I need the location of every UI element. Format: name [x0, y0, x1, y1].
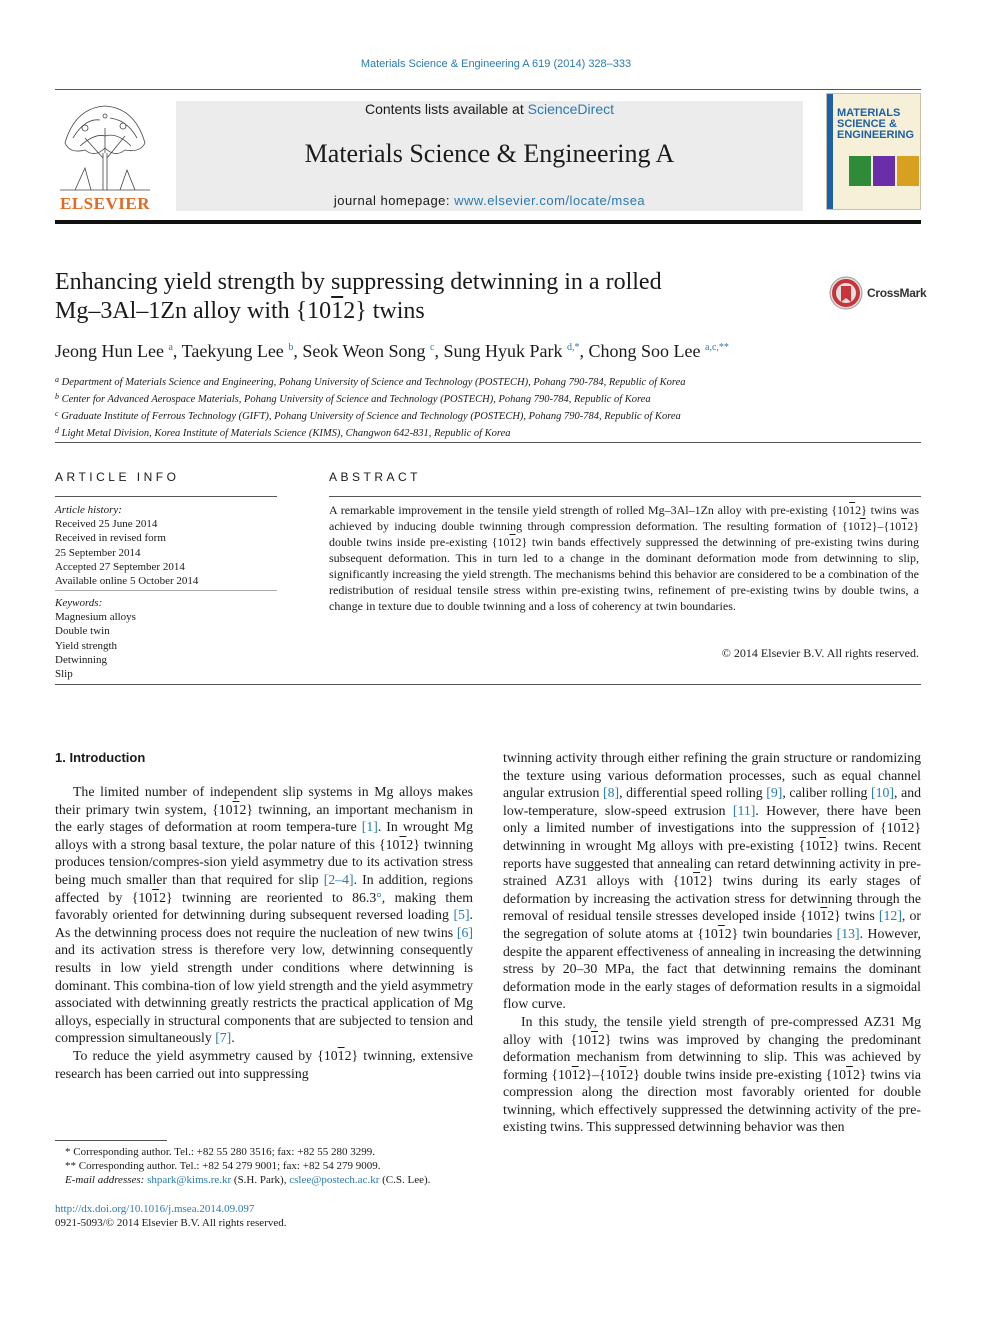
author-name[interactable]: Chong Soo Lee: [588, 341, 701, 361]
history-entry: Received 25 June 2014: [55, 518, 158, 531]
article-info-rule: [55, 496, 277, 497]
author-name[interactable]: Taekyung Lee: [181, 341, 284, 361]
citation-link[interactable]: [11]: [732, 802, 756, 818]
cover-title: MATERIALS SCIENCE & ENGINEERING: [837, 107, 915, 141]
elsevier-logo: [55, 98, 155, 212]
email-link[interactable]: shpark@kims.re.kr: [147, 1174, 232, 1187]
keyword: Double twin: [55, 625, 110, 638]
doi-link[interactable]: http://dx.doi.org/10.1016/j.msea.2014.09.097: [55, 1203, 255, 1215]
keywords: Keywords: Magnesium alloys Double twin Yield strength Detwinning Slip: [55, 596, 277, 681]
author-affil-mark[interactable]: a,c,**: [705, 342, 729, 353]
history-entry: 25 September 2014: [55, 546, 141, 559]
crossmark-icon: [829, 276, 863, 310]
email-link[interactable]: cslee@postech.ac.kr: [289, 1174, 380, 1187]
affiliation: $^b$ Center for Advanced Aerospace Materials, Pohang University of Science and Technology (POSTECH), Pohang 790-784, Republic of Korea: [55, 392, 651, 405]
header-thick-rule: [55, 220, 921, 224]
author-name[interactable]: Jeong Hun Lee: [55, 341, 164, 361]
article-history: Article history: Received 25 June 2014 Received in revised form 25 September 2014 Accepted 27 September 2014 Available online 5 October 2014: [55, 503, 277, 588]
keyword: Detwinning: [55, 653, 107, 666]
copyright: © 2014 Elsevier B.V. All rights reserved.: [721, 646, 919, 660]
contents-availability: Contents lists available at ScienceDirect: [364, 101, 614, 117]
keyword: Slip: [55, 668, 73, 681]
footnote-emails: E-mail addresses: shpark@kims.re.kr (S.H. Park), cslee@postech.ac.kr (C.S. Lee).: [65, 1174, 431, 1187]
citation-link[interactable]: [6]: [456, 924, 473, 940]
keyword: Magnesium alloys: [55, 611, 136, 624]
author-affil-mark[interactable]: a: [168, 342, 173, 353]
article-title: Enhancing yield strength by suppressing detwinning in a rolled Mg–3Al–1Zn alloy with {1012} twins: [55, 269, 662, 324]
history-entry: Received in revised form: [55, 532, 166, 545]
citation-link[interactable]: [5]: [453, 907, 470, 923]
journal-title: Materials Science & Engineering A: [304, 139, 675, 168]
section-heading-introduction: 1. Introduction: [55, 750, 146, 765]
author-list: Jeong Hun Lee $^a$, Taekyung Lee $^b$, Seok Weon Song $^c$, Sung Hyuk Park $^{d,*}$, Chong Soo Lee $^{a,c,**}$: [55, 341, 729, 361]
sciencedirect-link[interactable]: ScienceDirect: [527, 101, 614, 117]
paragraph: The limited number of independent slip systems in Mg alloys makes their primary twin system, {1012} twinning, an important mechanism in the early stages of deformation at room tempera-ture [1]. In wrought Mg alloys with a strong basal texture, the polar nature of this {1012} twinning produces tension/compres-sion yield asymmetry due to its activation stress being much smaller than that required for slip [2–4]. In addition, regions affected by {1012} twinning are reoriented to 86.3°, making them favorably oriented for detwinning during subsequent reversed loading [5]. As the detwinning process does not require the nucleation of new twins [6] and its activation stress is therefore very low, detwinning consequently results in low yield strength under conditions where detwinning is dominant. This combina-tion of low yield strength and the yield asymmetry associated with detwinning greatly restricts the practical application of Mg alloys, especially in structural components that are subjected to tension and compression simultaneously [7].: [55, 784, 474, 1046]
body-column-right: [503, 749, 921, 1136]
affiliation: $^a$ Department of Materials Science and Engineering, Pohang University of Science and Technology (POSTECH), Pohang 790-784, Republic of Korea: [55, 375, 686, 388]
cover-band: [827, 94, 833, 210]
citation-link[interactable]: [1]: [361, 819, 378, 835]
section-rule: [55, 442, 921, 443]
article-info-heading: ARTICLE INFO: [55, 470, 180, 484]
crossmark-badge[interactable]: [829, 276, 929, 310]
journal-homepage: journal homepage: www.elsevier.com/locate/msea: [333, 193, 646, 208]
journal-cover-thumbnail: [826, 93, 921, 210]
cover-image-tile: [897, 156, 919, 186]
crossmark-label: CrossMark: [867, 286, 927, 300]
author-affil-mark[interactable]: b: [288, 342, 294, 353]
paragraph: twinning activity through either refining the grain structure or randomizing the texture using various deformation processes, such as equal channel angular extrusion [8], differential speed rolling [9], caliber rolling [10], and low-temperature, slow-speed extrusion [11]. However, there have been only a limited number of investigations into the suppression of {1012} detwinning in wrought Mg alloys with pre-existing {1012} twins. Recent reports have suggested that annealing can retard detwinning activity in pre-strained AZ31 alloys with {1012} twins during its early stages of deformation by increasing the activation stress for detwinning through the removal of residual tensile stresses developed inside {1012} twins [12], or the segregation of solute atoms at {1012} twin boundaries [13]. However, despite the apparent effectiveness of annealing in increasing the detwinning stress by 20–30 MPa, the fact that detwinning remains the dominant deformation mode in the early stages of deformation results in a sigmoidal flow curve.: [503, 750, 922, 1012]
paragraph: To reduce the yield asymmetry caused by {1012} twinning, extensive research has been carried out into suppressing: [55, 1047, 473, 1081]
abstract-heading: ABSTRACT: [329, 470, 422, 484]
journal-homepage-link[interactable]: www.elsevier.com/locate/msea: [454, 193, 646, 208]
affiliation: $^c$ Graduate Institute of Ferrous Technology (GIFT), Pohang University of Science and Technology (POSTECH), Pohang 790-784, Republic of Korea: [55, 409, 681, 422]
author-name[interactable]: Seok Weon Song: [302, 341, 426, 361]
journal-citation-link[interactable]: Materials Science & Engineering A 619 (2014) 328–333: [360, 58, 632, 70]
abstract-bottom-rule: [55, 684, 921, 685]
citation-link[interactable]: [7]: [215, 1030, 232, 1046]
footnote-rule: [55, 1140, 167, 1141]
history-entry: Accepted 27 September 2014: [55, 560, 185, 573]
body-column-left: [55, 783, 473, 1082]
doi-block: [55, 1202, 473, 1230]
affiliations: [55, 373, 921, 441]
citation-link[interactable]: [9]: [766, 785, 783, 801]
citation-link[interactable]: [2–4]: [323, 871, 354, 887]
header-top-rule: [55, 89, 921, 90]
elsevier-tree-icon: [55, 98, 155, 193]
issn-line: 0921-5093/© 2014 Elsevier B.V. All rights reserved.: [55, 1217, 287, 1230]
abstract-text: A remarkable improvement in the tensile yield strength of rolled Mg–3Al–1Zn alloy with pre-existing {1012} twins was achieved by inducing double twinning through compression deformation. The resulting formation of {1012}–{1012} double twins inside pre-existing {1012} twin bands effectively suppressed the detwinning of pre-existing twins during subsequent deformation. This in turn led to a change in the dominant deformation mode from detwinning to slip, significantly increasing the yield strength. The mechanisms behind this behavior are considered to be a combination of the redistribution of residual tensile stress within pre-existing twins, refinement of pre-existing twins by double twins, a change in texture due to double twinning and a loss of coherency at twin boundaries.: [329, 503, 920, 613]
keywords-rule: [55, 590, 277, 591]
citation-link[interactable]: [8]: [602, 785, 620, 801]
elsevier-wordmark: ELSEVIER: [60, 194, 150, 213]
citation-link[interactable]: [12]: [878, 908, 902, 924]
keyword: Yield strength: [55, 639, 118, 652]
abstract-rule: [329, 496, 921, 497]
citation-link[interactable]: [10]: [871, 785, 894, 801]
history-entry: Available online 5 October 2014: [55, 575, 199, 588]
footnotes: [55, 1145, 473, 1188]
cover-image-tile: [873, 156, 895, 186]
cover-image-tile: [849, 156, 871, 186]
paragraph: In this study, the tensile yield strength of pre-compressed AZ31 Mg alloy with {1012} twins was improved by changing the predominant deformation mechanism from detwinning to slip. This was achieved by forming {1012}–{1012} double twins inside pre-existing {1012} twins via compression along the direction most favorably oriented for double twinning, which effectively suppressed the detwinning activity of the pre-existing twins. This suppressed detwinning behavior was then: [503, 1013, 921, 1135]
author-affil-mark[interactable]: c: [430, 342, 435, 353]
affiliation: $^d$ Light Metal Division, Korea Institute of Materials Science (KIMS), Changwon 642-831, Republic of Korea: [55, 426, 511, 439]
footnote: ** Corresponding author. Tel.: +82 54 279 9001; fax: +82 54 279 9009.: [65, 1160, 381, 1173]
author-name[interactable]: Sung Hyuk Park: [443, 341, 563, 361]
footnote: * Corresponding author. Tel.: +82 55 280 3516; fax: +82 55 280 3299.: [65, 1146, 375, 1158]
citation-link[interactable]: [13]: [836, 925, 860, 941]
author-affil-mark[interactable]: d,*: [567, 342, 580, 353]
